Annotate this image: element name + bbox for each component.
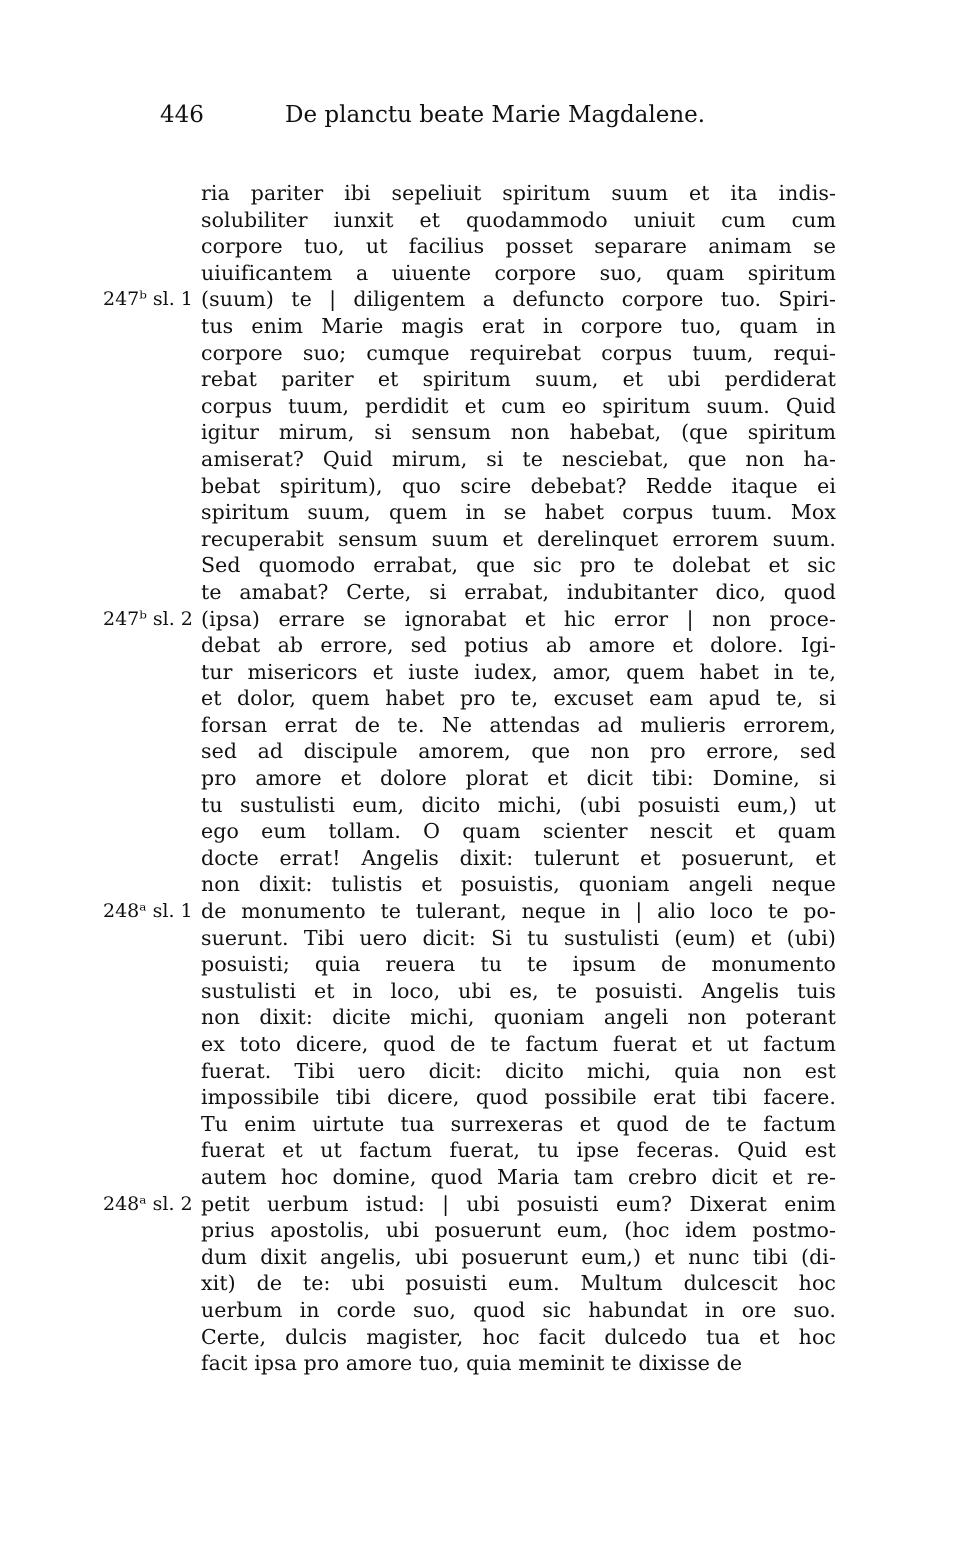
text-body — [103, 180, 836, 1377]
text-line — [201, 951, 836, 978]
text-line — [201, 1004, 836, 1031]
text-line — [201, 712, 836, 739]
line-text: de monumento te tulerant, neque in | alio loco te po- — [201, 899, 836, 924]
text-line — [201, 765, 836, 792]
line-text: et dolor, quem habet pro te, excuset eam apud te, si — [201, 686, 836, 711]
page-number: 446 — [160, 102, 204, 128]
running-title: De planctu beate Marie Magdalene. — [285, 102, 706, 128]
text-line — [201, 180, 836, 207]
margin-reference: 247ᵇ sl. 1 — [103, 288, 193, 311]
line-text: dum dixit angelis, ubi posuerunt eum,) et nunc tibi (di- — [201, 1244, 836, 1269]
line-text: tu sustulisti eum, dicito michi, (ubi posuisti eum,) ut — [201, 792, 836, 817]
text-line — [201, 313, 836, 340]
text-line — [201, 340, 836, 367]
text-line — [201, 1350, 836, 1377]
text-line — [201, 1164, 836, 1191]
text-line — [201, 1084, 836, 1111]
text-line — [201, 526, 836, 553]
line-text: impossibile tibi dicere, quod possibile erat tibi facere. — [201, 1085, 836, 1110]
text-line — [201, 499, 836, 526]
line-text: igitur mirum, si sensum non habebat, (que spiritum — [201, 420, 836, 445]
text-line — [201, 1137, 836, 1164]
line-text: te amabat? Certe, si errabat, indubitanter dico, quod — [201, 579, 836, 604]
line-text: xit) de te: ubi posuisti eum. Multum dulcescit hoc — [201, 1271, 836, 1296]
text-line — [201, 632, 836, 659]
line-text: amiserat? Quid mirum, si te nesciebat, que non ha- — [201, 446, 836, 471]
text-line — [201, 659, 836, 686]
line-text: facit ipsa pro amore tuo, quia meminit te dixisse de — [201, 1351, 743, 1376]
margin-reference: 248ᵃ sl. 1 — [103, 900, 193, 923]
line-text: ria pariter ibi sepeliuit spiritum suum et ita indis- — [201, 181, 836, 205]
line-text: debat ab errore, sed potius ab amore et dolore. Igi- — [201, 633, 836, 658]
text-line — [103, 898, 836, 925]
line-text: uerbum in corde suo, quod sic habundat in ore suo. — [201, 1297, 836, 1322]
line-text: corpore suo; cumque requirebat corpus tuum, requi- — [201, 340, 836, 365]
text-line — [201, 1217, 836, 1244]
text-line — [201, 393, 836, 420]
line-text: ex toto dicere, quod de te factum fuerat et ut factum — [201, 1032, 836, 1056]
line-text: (ipsa) errare se ignorabat et hic error | non proce- — [201, 606, 836, 631]
line-text: bebat spiritum), quo scire debebat? Redde itaque ei — [201, 473, 836, 498]
text-line — [103, 286, 836, 313]
running-header — [0, 98, 960, 132]
line-text: forsan errat de te. Ne attendas ad mulieris errorem, — [201, 712, 836, 737]
line-text: rebat pariter et spiritum suum, et ubi perdiderat — [201, 367, 836, 392]
text-line — [201, 1324, 836, 1351]
text-line — [201, 473, 836, 500]
text-line — [103, 606, 836, 633]
margin-reference: 248ᵃ sl. 2 — [103, 1192, 193, 1215]
text-line — [201, 1297, 836, 1324]
text-line — [201, 446, 836, 473]
line-text: pro amore et dolore plorat et dicit tibi: Domine, si — [201, 766, 836, 791]
text-line — [201, 978, 836, 1005]
line-text: prius apostolis, ubi posuerunt eum, (hoc idem postmo- — [201, 1218, 836, 1243]
text-line — [201, 552, 836, 579]
text-line — [201, 845, 836, 872]
line-text: sustulisti et in loco, ubi es, te posuisti. Angelis tuis — [201, 978, 836, 1003]
text-line — [201, 1244, 836, 1271]
line-text: suerunt. Tibi uero dicit: Si tu sustulisti (eum) et (ubi) — [201, 925, 836, 950]
text-line — [201, 579, 836, 606]
text-line — [201, 366, 836, 393]
line-text: non dixit: dicite michi, quoniam angeli non poterant — [201, 1005, 836, 1030]
line-text: petit uerbum istud: | ubi posuisti eum? Dixerat enim — [201, 1191, 836, 1216]
line-text: corpus tuum, perdidit et cum eo spiritum suum. Quid — [201, 393, 836, 418]
text-line — [201, 1031, 836, 1058]
line-text: Tu enim uirtute tua surrexeras et quod de te factum — [201, 1111, 836, 1136]
line-text: spiritum suum, quem in se habet corpus tuum. Mox — [201, 500, 836, 525]
line-text: sed ad discipule amorem, que non pro errore, sed — [201, 739, 836, 764]
line-text: autem hoc domine, quod Maria tam crebro dicit et re- — [201, 1164, 836, 1189]
line-text: solubiliter iunxit et quodammodo uniuit cum cum — [201, 207, 836, 232]
text-line — [201, 685, 836, 712]
margin-reference: 247ᵇ sl. 2 — [103, 607, 193, 630]
text-line — [201, 1270, 836, 1297]
text-line — [201, 792, 836, 819]
line-text: non dixit: tulistis et posuistis, quoniam angeli neque — [201, 872, 836, 897]
text-line — [201, 818, 836, 845]
text-line — [201, 419, 836, 446]
line-text: corpore tuo, ut facilius posset separare animam se — [201, 234, 836, 259]
line-text: Sed quomodo errabat, que sic pro te dolebat et sic — [201, 553, 836, 578]
line-text: uiuificantem a uiuente corpore suo, quam spiritum — [201, 260, 836, 285]
line-text: docte errat! Angelis dixit: tulerunt et posuerunt, et — [201, 845, 836, 870]
line-text: tur misericors et iuste iudex, amor, quem habet in te, — [201, 659, 836, 684]
text-line — [201, 738, 836, 765]
text-line — [201, 871, 836, 898]
line-text: fuerat et ut factum fuerat, tu ipse feceras. Quid est — [201, 1138, 836, 1163]
text-line — [201, 1058, 836, 1085]
line-text: posuisti; quia reuera tu te ipsum de monumento — [201, 952, 836, 977]
text-line — [201, 1111, 836, 1138]
line-text: recuperabit sensum suum et derelinquet errorem suum. — [201, 526, 836, 551]
text-line — [103, 1191, 836, 1218]
text-line — [201, 207, 836, 234]
line-text: ego eum tollam. O quam scienter nescit et quam — [201, 819, 836, 844]
line-text: Certe, dulcis magister, hoc facit dulcedo tua et hoc — [201, 1324, 836, 1349]
line-text: fuerat. Tibi uero dicit: dicito michi, quia non est — [201, 1058, 836, 1083]
line-text: tus enim Marie magis erat in corpore tuo, quam in — [201, 313, 836, 338]
text-line — [201, 260, 836, 287]
text-line — [201, 925, 836, 952]
text-line — [201, 233, 836, 260]
line-text: (suum) te | diligentem a defuncto corpore tuo. Spiri- — [201, 287, 836, 312]
